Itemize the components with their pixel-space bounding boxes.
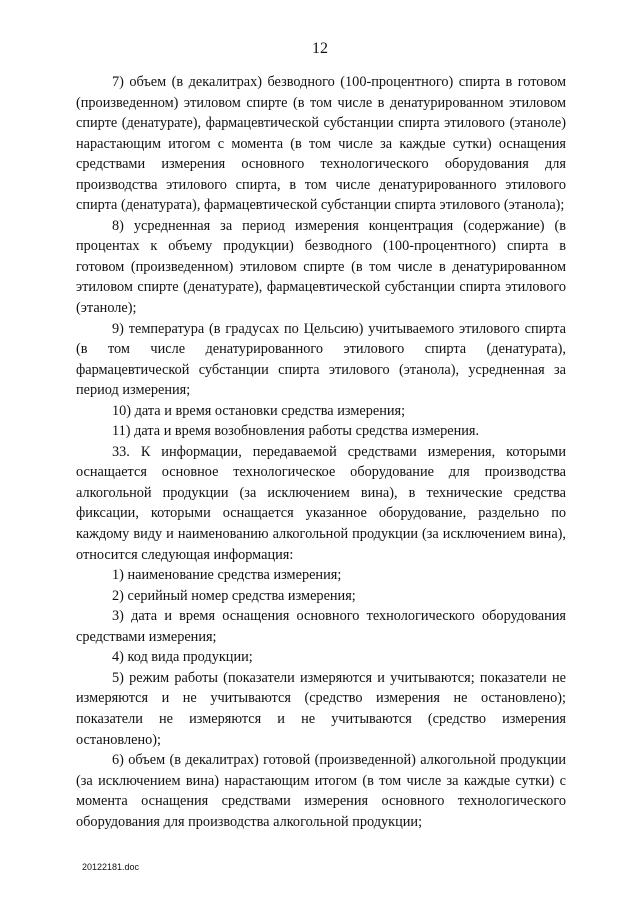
document-footer: 20122181.doc <box>82 862 140 872</box>
paragraph-item-6: 6) объем (в декалитрах) готовой (произведенной) алкогольной продукции (за исключением вина) нарастающим итогом (в том числе за каждые сутки) с момента оснащения средствами измерения основного технологического оборудования для производства алкогольной продукции; <box>76 752 566 830</box>
document-body <box>76 72 566 832</box>
page-number: 12 <box>312 40 328 57</box>
paragraph-item-2: 2) серийный номер средства измерения; <box>112 587 356 604</box>
paragraph-item-9: 9) температура (в градусах по Цельсию) учитываемого этилового спирта (в том числе денатурированного этилового спирта (денатурата), фармацевтической субстанции спирта этилового (этанола), усредненная за период измерения; <box>76 320 566 399</box>
paragraph-item-4: 4) код вида продукции; <box>112 649 253 666</box>
paragraph-section-33: 33. К информации, передаваемой средствами измерения, которыми оснащается основное технологическое оборудование для производства алкогольной продукции (за исключением вина), в технические средства фиксации, которыми оснащается указанное оборудование, раздельно по каждому виду и наименованию алкогольной продукции (за исключением вина), относится следующая информация: <box>76 443 566 563</box>
paragraph-item-10: 10) дата и время остановки средства измерения; <box>112 402 406 419</box>
paragraph-item-3: 3) дата и время оснащения основного технологического оборудования средствами измерения; <box>76 608 566 645</box>
paragraph-item-5: 5) режим работы (показатели измеряются и учитываются; показатели не измеряются и не учитываются (средство измерения не остановлено); показатели не измеряются и не учитываются (средство измерения остановлено); <box>76 669 566 748</box>
paragraph-item-11: 11) дата и время возобновления работы средства измерения. <box>112 423 480 440</box>
paragraph-item-7: 7) объем (в декалитрах) безводного (100-процентного) спирта в готовом (произведенном) этиловом спирте (в том числе в денатурированном этиловом спирте (денатурате), фармацевтической субстанции спирта этилового (этаноле) нарастающим итогом с момента (в том числе за каждые сутки) оснащения средствами измерения основного технологического оборудования для производства этилового спирта, в том числе денатурированного этилового спирта (денатурата), фармацевтической субстанции спирта этилового (этанола); <box>76 74 566 214</box>
paragraph-item-8: 8) усредненная за период измерения концентрация (содержание) (в процентах к объему продукции) безводного (100-процентного) спирта в готовом (произведенном) этиловом спирте (в том числе в денатурированном этиловом спирте (денатурате), фармацевтической субстанции спирта этилового (этаноле); <box>76 217 566 317</box>
paragraph-item-1: 1) наименование средства измерения; <box>112 567 342 584</box>
